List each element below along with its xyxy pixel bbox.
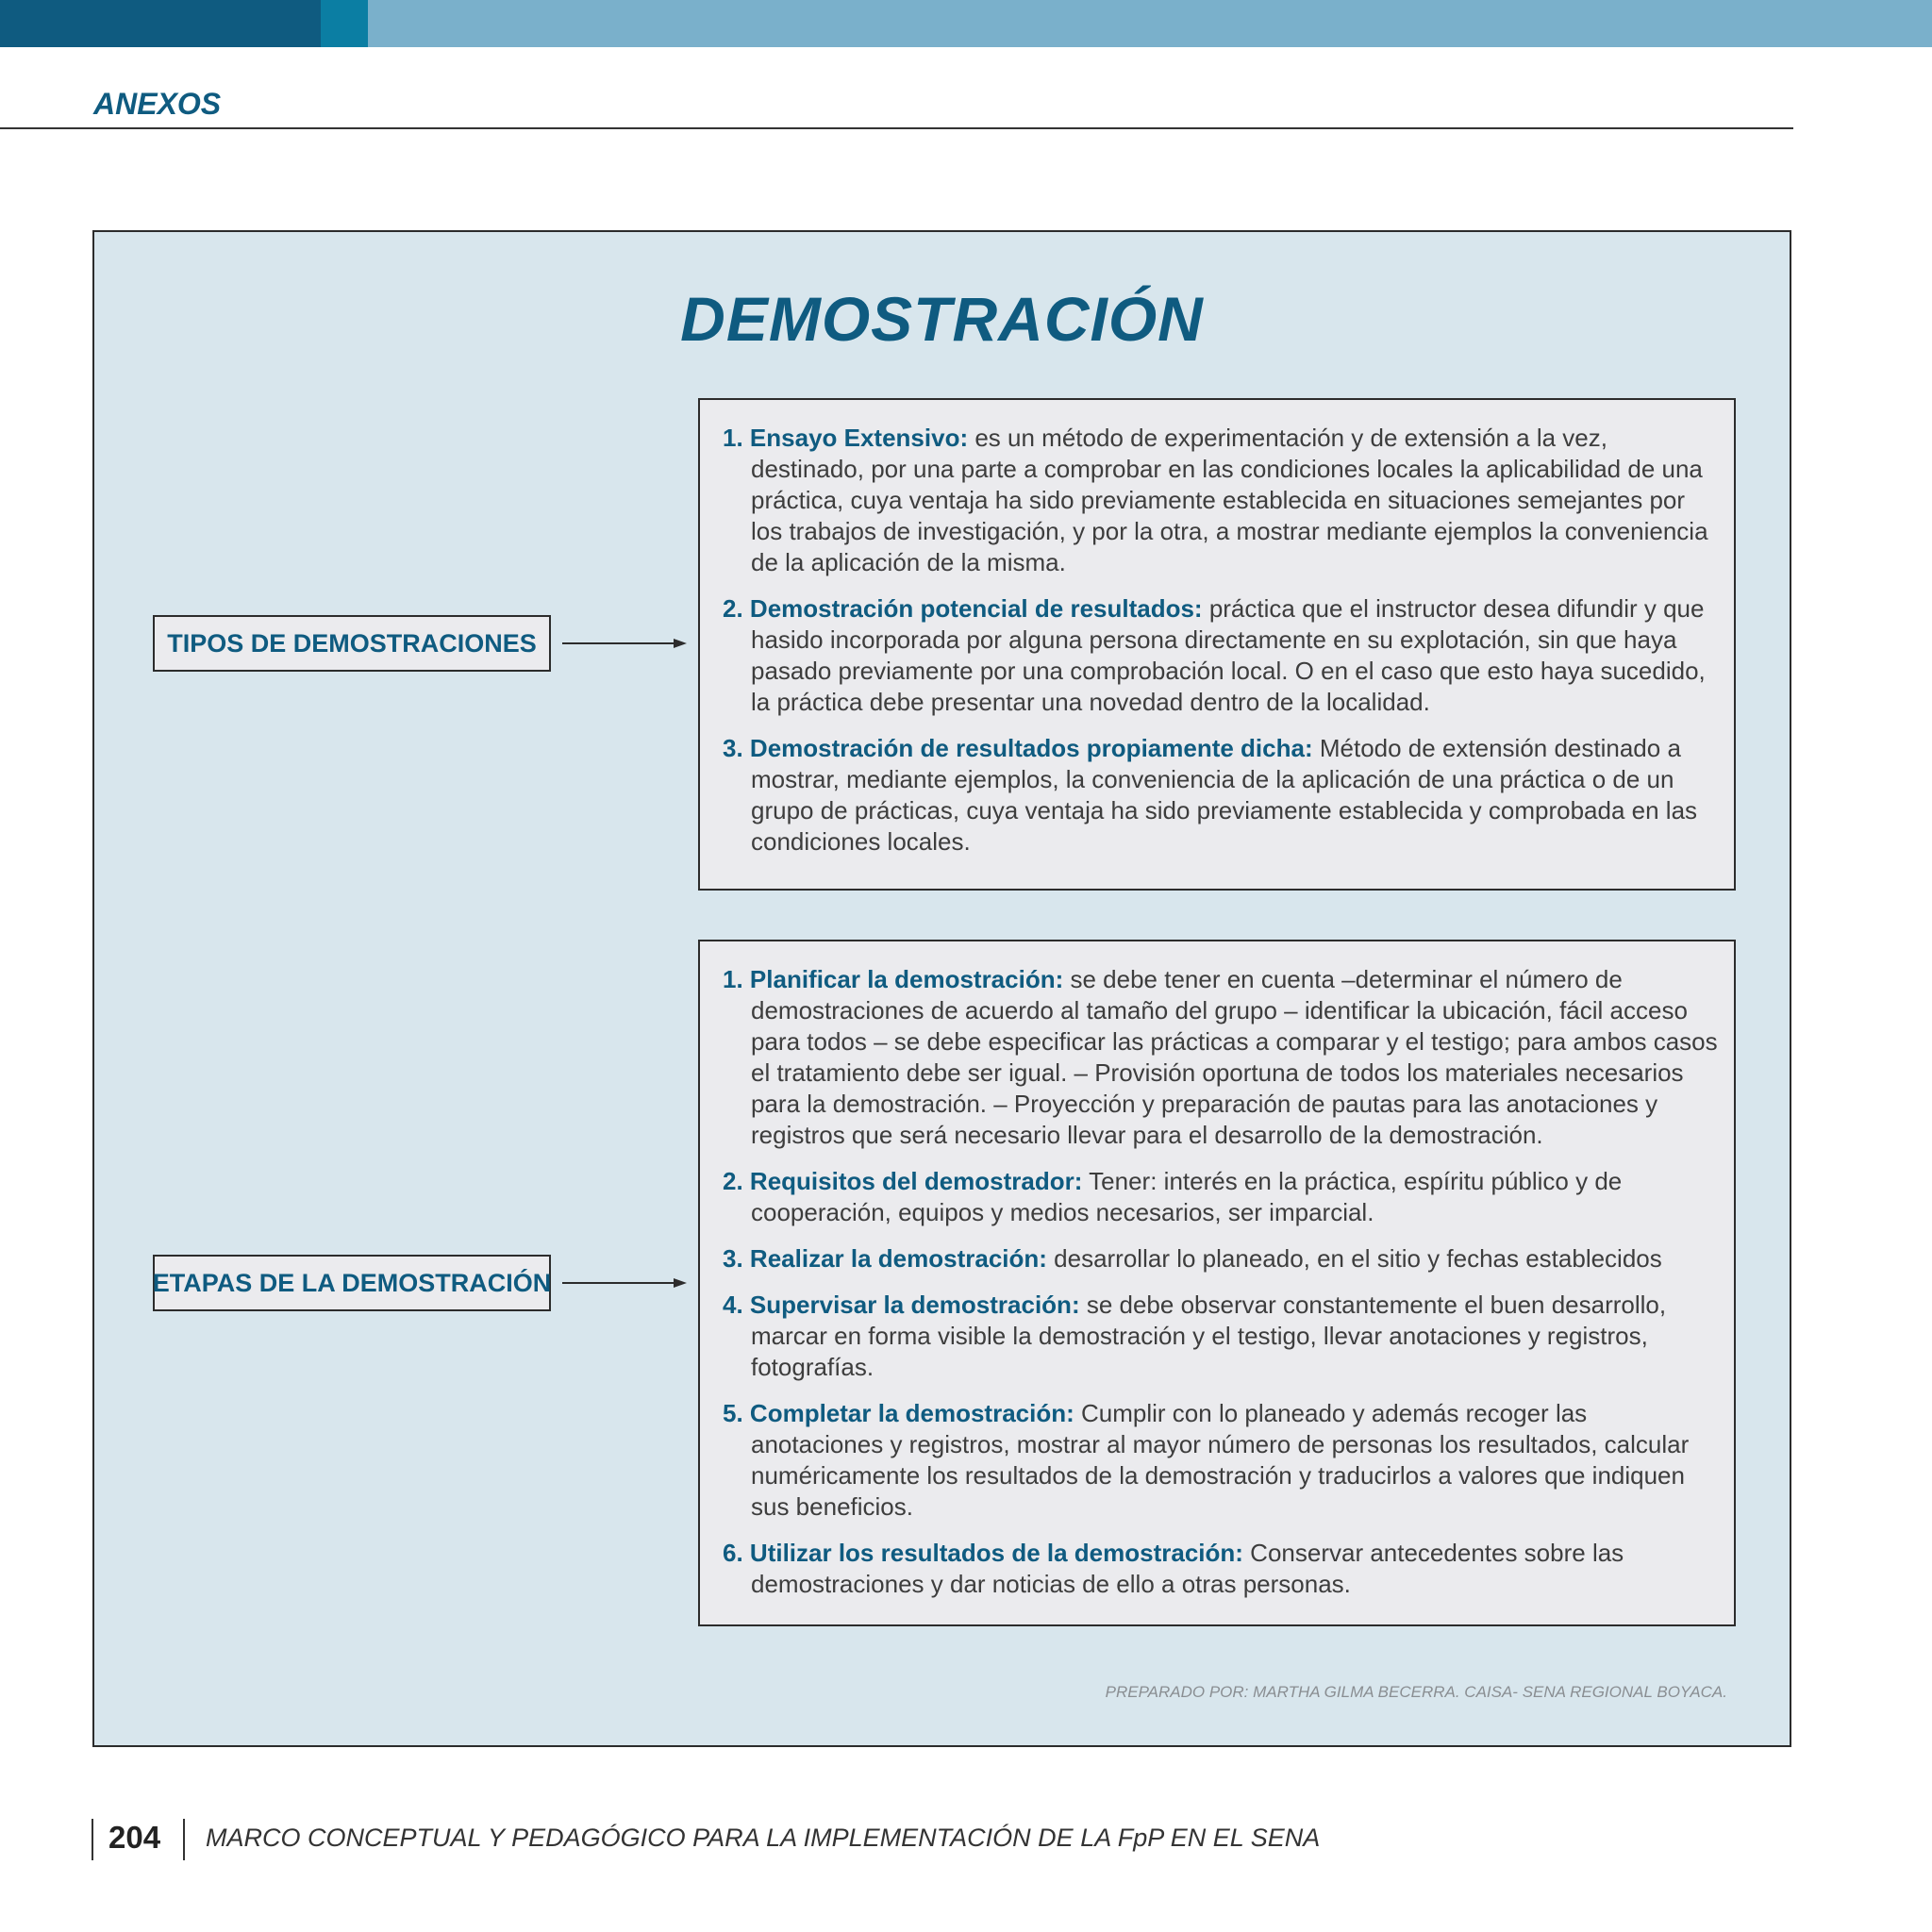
top-bar-dark-segment xyxy=(0,0,321,47)
footer-divider xyxy=(92,1819,93,1860)
diagram-panel xyxy=(92,230,1791,1747)
footer-divider xyxy=(183,1819,185,1860)
top-bar-mid-segment xyxy=(321,0,368,47)
arrow-right-icon xyxy=(562,1276,687,1290)
top-color-bar xyxy=(0,0,1932,47)
list-item: 6. Utilizar los resultados de la demostración: Conservar antecedentes sobre las demostraciones y dar noticias de ello a otras personas. xyxy=(723,1539,1624,1598)
list-item: 2. Demostración potencial de resultados: práctica que el instructor desea difundir y que hasido incorporada por alguna persona directamente en su explotación, sin que haya pasado previamente por una comprobación local. O en el caso que esto haya sucedido, la práctica debe presentar una novedad dentro de la localidad. xyxy=(723,594,1706,716)
label-etapas-de-la-demostracion: ETAPAS DE LA DEMOSTRACIÓN xyxy=(153,1255,551,1311)
list-item: 1. Planificar la demostración: se debe tener en cuenta –determinar el número de demostraciones de acuerdo al tamaño del grupo – identificar la ubicación, fácil acceso para todos – se debe especificar las prácticas a comparar y el testigo; para ambos casos el tratamiento debe ser igual. – Provisión oportuna de todos los materiales necesarios para la demostración. – Proyección y preparación de pautas para las anotaciones y registros que será necesario llevar para el desarrollo de la demostración. xyxy=(723,965,1718,1149)
label-tipos-de-demostraciones: TIPOS DE DEMOSTRACIONES xyxy=(153,615,551,672)
list-item: 4. Supervisar la demostración: se debe observar constantemente el buen desarrollo, marcar en forma visible la demostración y el testigo, llevar anotaciones y registros, fotografías. xyxy=(723,1291,1667,1381)
section-label: ANEXOS xyxy=(93,87,222,121)
credit-line: PREPARADO POR: MARTHA GILMA BECERRA. CAISA- SENA REGIONAL BOYACA. xyxy=(1105,1683,1727,1701)
page-number: 204 xyxy=(108,1820,161,1855)
list-item: 5. Completar la demostración: Cumplir con lo planeado y además recoger las anotaciones y registros, mostrar al mayor número de personas los resultados, calcular numéricamente los resultados de la demostración y traducirlos a valores que indiquen sus beneficios. xyxy=(723,1399,1690,1521)
footer-title: MARCO CONCEPTUAL Y PEDAGÓGICO PARA LA IMPLEMENTACIÓN DE LA FpP EN EL SENA xyxy=(206,1824,1321,1852)
diagram-title: DEMOSTRACIÓN xyxy=(680,284,1204,354)
list-item: 1. Ensayo Extensivo: es un método de experimentación y de extensión a la vez, destinado, por una parte a comprobar en las condiciones locales la aplicabilidad de una práctica, cuya ventaja ha sido previamente establecida en situaciones semejantes por los trabajos de investigación, y por la otra, a mostrar mediante ejemplos la conveniencia de la aplicación de la misma. xyxy=(723,424,1708,576)
list-item: 2. Requisitos del demostrador: Tener: interés en la práctica, espíritu público y de cooperación, equipos y medios necesarios, ser imparcial. xyxy=(723,1167,1623,1226)
tipos-content-box xyxy=(698,398,1736,891)
list-item: 3. Demostración de resultados propiamente dicha: Método de extensión destinado a mostrar, mediante ejemplos, la conveniencia de la aplicación de una práctica o de un grupo de prácticas, cuya ventaja ha sido previamente establecida y comprobada en las condiciones locales. xyxy=(723,734,1698,856)
etapas-content-box xyxy=(698,940,1736,1626)
list-item: 3. Realizar la demostración: desarrollar lo planeado, en el sitio y fechas establecidos xyxy=(723,1244,1662,1273)
arrow-right-icon xyxy=(562,637,687,650)
header-rule xyxy=(0,127,1793,129)
